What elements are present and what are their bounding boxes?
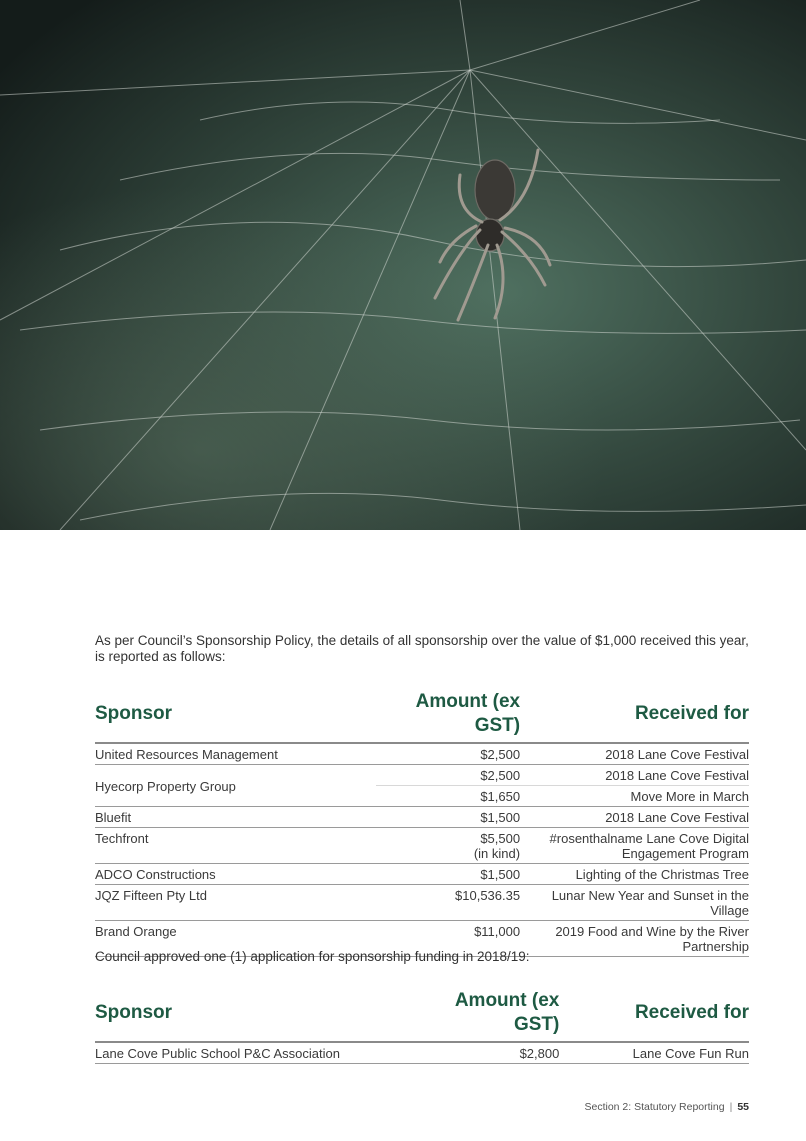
sponsorship-funding-table — [95, 989, 749, 1064]
received-cell: Lunar New Year and Sunset in the Village — [520, 885, 749, 921]
sponsor-cell: JQZ Fifteen Pty Ltd — [95, 885, 376, 921]
received-cell: 2018 Lane Cove Festival — [520, 807, 749, 828]
received-cell: Lighting of the Christmas Tree — [520, 864, 749, 885]
footer-section-label: Section 2: Statutory Reporting — [584, 1101, 725, 1113]
header-amount: Amount (ex GST) — [422, 989, 559, 1042]
amount-value: $5,500 — [480, 831, 521, 846]
sponsor-cell: Hyecorp Property Group — [95, 765, 376, 807]
sponsorship-received-table — [95, 690, 749, 957]
table-row — [95, 885, 749, 921]
received-cell: 2018 Lane Cove Festival — [520, 765, 749, 786]
page-footer — [584, 1100, 749, 1114]
table-row — [95, 1042, 749, 1064]
amount-note: (in kind) — [473, 846, 521, 861]
intro-paragraph: As per Council’s Sponsorship Policy, the details of all sponsorship over the value of $1,000 received this year, is reported as follows: — [95, 633, 749, 664]
header-sponsor: Sponsor — [95, 690, 376, 743]
amount-cell: $2,800 — [422, 1042, 559, 1064]
table-header-row — [95, 690, 749, 743]
sponsor-cell: Brand Orange — [95, 921, 376, 957]
received-cell: #rosenthalname Lane Cove Digital Engagement Program — [520, 828, 749, 864]
amount-cell — [376, 828, 520, 864]
table-row — [95, 765, 749, 786]
page-number: 55 — [737, 1101, 749, 1113]
header-received-for: Received for — [520, 690, 749, 743]
received-cell: Move More in March — [520, 786, 749, 807]
received-cell: 2018 Lane Cove Festival — [520, 743, 749, 765]
amount-cell: $1,650 — [376, 786, 520, 807]
received-cell: Lane Cove Fun Run — [559, 1042, 749, 1064]
table-row — [95, 743, 749, 765]
amount-cell: $1,500 — [376, 864, 520, 885]
amount-cell: $2,500 — [376, 765, 520, 786]
footer-separator: | — [729, 1101, 733, 1113]
sponsor-cell: Bluefit — [95, 807, 376, 828]
sponsor-cell: United Resources Management — [95, 743, 376, 765]
header-sponsor: Sponsor — [95, 989, 422, 1042]
approved-paragraph: Council approved one (1) application for sponsorship funding in 2018/19: — [95, 949, 530, 964]
table-header-row — [95, 989, 749, 1042]
amount-cell: $1,500 — [376, 807, 520, 828]
header-amount: Amount (ex GST) — [376, 690, 520, 743]
table-row — [95, 828, 749, 864]
hero-photo-spider-web — [0, 0, 806, 530]
header-received-for: Received for — [559, 989, 749, 1042]
sponsor-cell: ADCO Constructions — [95, 864, 376, 885]
table-row — [95, 807, 749, 828]
received-cell: 2019 Food and Wine by the River Partnership — [520, 921, 749, 957]
amount-cell: $10,536.35 — [376, 885, 520, 921]
table-row — [95, 864, 749, 885]
sponsor-cell: Lane Cove Public School P&C Association — [95, 1042, 422, 1064]
amount-cell: $11,000 — [376, 921, 520, 957]
amount-cell: $2,500 — [376, 743, 520, 765]
sponsor-cell: Techfront — [95, 828, 376, 864]
